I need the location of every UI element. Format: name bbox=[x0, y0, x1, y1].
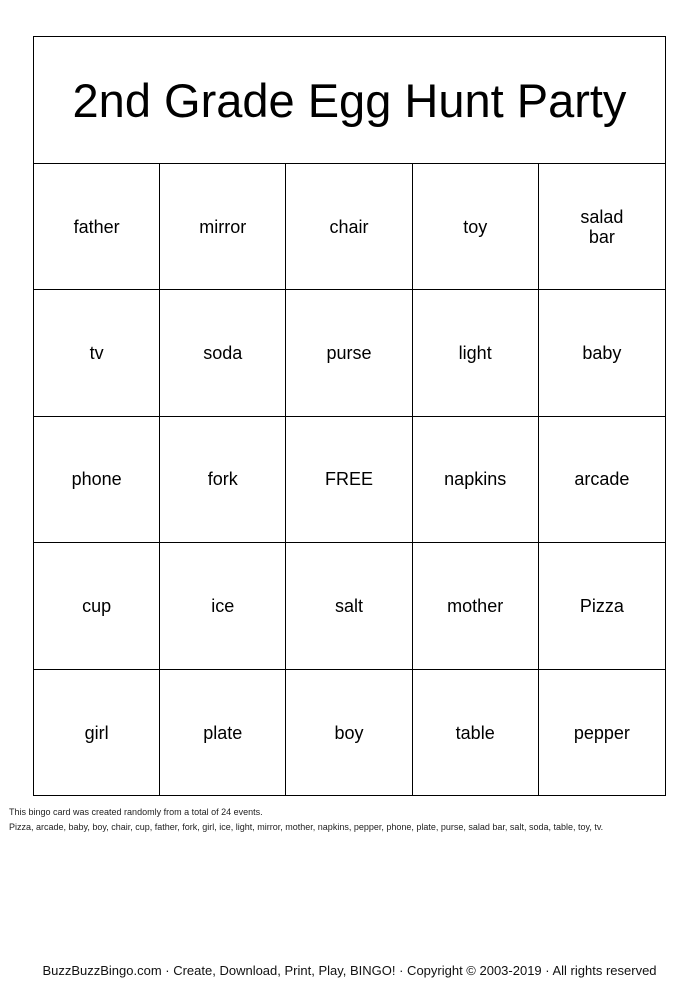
bingo-cell: napkins bbox=[413, 417, 539, 543]
bingo-cell: soda bbox=[160, 290, 286, 416]
footer-copyright: BuzzBuzzBingo.com · Create, Download, Print, Play, BINGO! · Copyright © 2003-2019 · All rights reserved bbox=[42, 963, 657, 978]
bingo-cell: Pizza bbox=[539, 543, 665, 669]
bingo-card bbox=[33, 36, 666, 796]
bingo-cell: salad bar bbox=[539, 164, 665, 290]
generation-note: This bingo card was created randomly from a total of 24 events. bbox=[9, 807, 263, 817]
bingo-cell: salt bbox=[286, 543, 412, 669]
bingo-cell: table bbox=[413, 670, 539, 796]
bingo-cell: baby bbox=[539, 290, 665, 416]
bingo-cell: light bbox=[413, 290, 539, 416]
bingo-cell: mirror bbox=[160, 164, 286, 290]
bingo-cell: fork bbox=[160, 417, 286, 543]
bingo-cell: mother bbox=[413, 543, 539, 669]
bingo-cell: chair bbox=[286, 164, 412, 290]
free-space-cell: FREE bbox=[286, 417, 412, 543]
bingo-cell: phone bbox=[34, 417, 160, 543]
bingo-cell: father bbox=[34, 164, 160, 290]
bingo-cell: pepper bbox=[573, 722, 630, 743]
card-title: 2nd Grade Egg Hunt Party bbox=[34, 37, 665, 164]
bingo-cell: plate bbox=[160, 670, 286, 796]
bingo-cell: arcade bbox=[539, 417, 665, 543]
bingo-grid bbox=[34, 164, 665, 796]
event-list: Pizza, arcade, baby, boy, chair, cup, father, fork, girl, ice, light, mirror, mother, napkins, pepper, phone, plate, purse, salad bar, salt, soda, table, toy, tv. bbox=[9, 822, 604, 832]
bingo-cell: girl bbox=[34, 670, 160, 796]
bingo-cell: tv bbox=[34, 290, 160, 416]
bingo-cell: purse bbox=[286, 290, 412, 416]
bingo-cell: toy bbox=[413, 164, 539, 290]
bingo-cell: boy bbox=[286, 670, 412, 796]
bingo-cell: cup bbox=[34, 543, 160, 669]
bingo-cell: ice bbox=[160, 543, 286, 669]
